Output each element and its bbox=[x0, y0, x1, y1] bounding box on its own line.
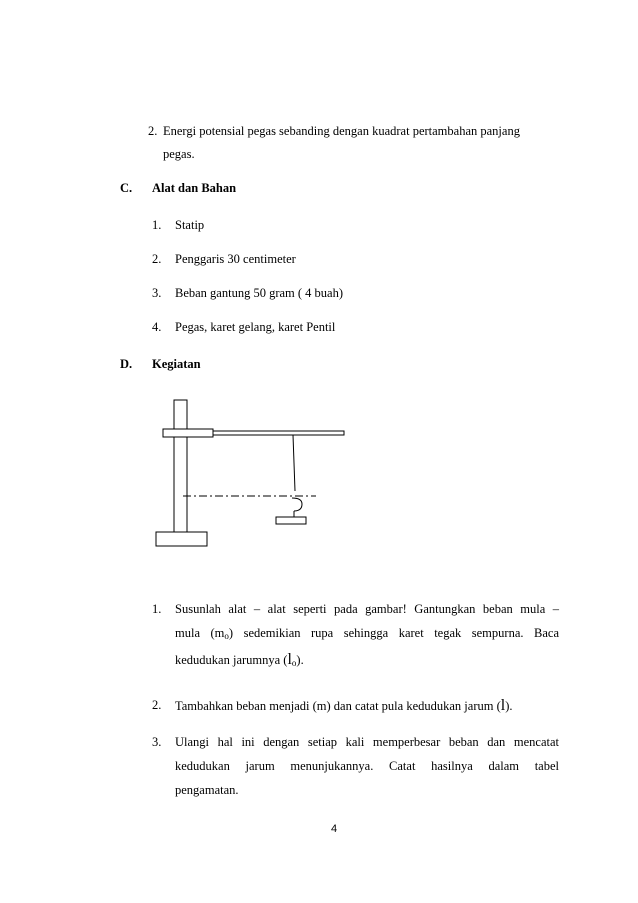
stand-base bbox=[156, 532, 207, 546]
page-number: 4 bbox=[331, 823, 338, 835]
step-2-text: Tambahkan beban menjadi (m) dan catat pula kedudukan jarum (l). bbox=[175, 697, 513, 714]
list-item-number: 3. bbox=[152, 286, 162, 300]
step-1-line-2: mula $(m_o)$ sedemikian rupa sehingga karet tegak sempurna. Baca bbox=[175, 626, 559, 641]
intro-line-2: pegas. bbox=[163, 147, 195, 161]
step-1-line-1: Susunlah alat – alat seperti pada gambar! Gantungkan beban mula – bbox=[175, 602, 559, 616]
step-3-line-2: kedudukan jarum menunjukannya. Catat hasilnya dalam tabel bbox=[175, 759, 559, 773]
list-item: Statip bbox=[175, 218, 205, 232]
horizontal-rod bbox=[213, 431, 344, 435]
step-1-line-3: kedudukan jarumnya $(l_o)$. bbox=[175, 651, 304, 668]
step-3-line-3: pengamatan. bbox=[175, 783, 239, 797]
clamp bbox=[163, 429, 213, 437]
section-d-letter: D. bbox=[120, 357, 133, 371]
list-item-number: 4. bbox=[152, 320, 162, 334]
section-d-title: Kegiatan bbox=[152, 357, 201, 371]
step-3-line-1: Ulangi hal ini dengan setiap kali memperbesar beban dan mencatat bbox=[175, 735, 559, 749]
intro-number: 2. bbox=[148, 124, 158, 138]
list-item: Beban gantung 50 gram ( 4 buah) bbox=[175, 286, 344, 300]
rubber-band bbox=[293, 435, 295, 491]
list-item-number: 1. bbox=[152, 218, 162, 232]
hanging-weight bbox=[276, 517, 306, 524]
step-number: 1. bbox=[152, 602, 162, 616]
intro-line-1: Energi potensial pegas sebanding dengan kuadrat pertambahan panjang bbox=[163, 124, 520, 138]
step-number: 2. bbox=[152, 698, 162, 712]
section-c-letter: C. bbox=[120, 181, 133, 195]
step-number: 3. bbox=[152, 735, 162, 749]
list-item: Pegas, karet gelang, karet Pentil bbox=[175, 320, 336, 334]
list-item-number: 2. bbox=[152, 252, 162, 266]
hook bbox=[292, 498, 302, 511]
list-item: Penggaris 30 centimeter bbox=[175, 252, 296, 266]
stand-pole bbox=[174, 400, 187, 533]
section-c-title: Alat dan Bahan bbox=[152, 181, 237, 195]
